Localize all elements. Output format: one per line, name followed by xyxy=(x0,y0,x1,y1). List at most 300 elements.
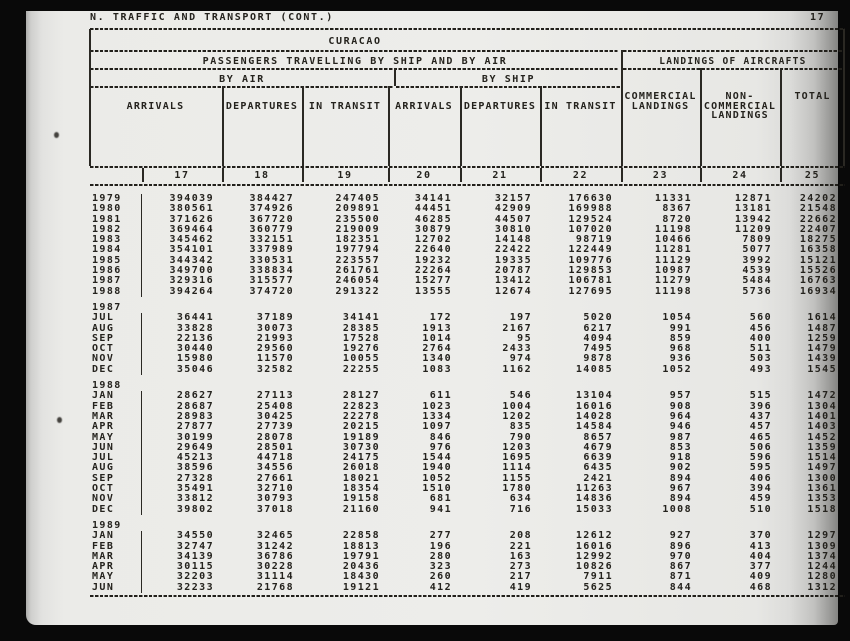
table-cell: 221 xyxy=(509,540,532,552)
table-cell: 4094 xyxy=(583,332,613,344)
table-cell: 19232 xyxy=(414,254,452,266)
column-header xyxy=(780,92,845,102)
table-row xyxy=(89,287,845,297)
table-cell: 510 xyxy=(749,503,772,515)
table-cell: 34550 xyxy=(176,530,214,542)
table-cell: 1497 xyxy=(807,462,837,474)
landings-section-title: LANDINGS OF AIRCRAFTS xyxy=(659,56,807,67)
table-cell: 291322 xyxy=(335,285,380,297)
table-cell: 419 xyxy=(509,581,532,593)
table-cell: 1913 xyxy=(422,322,452,334)
row-label: APR xyxy=(89,422,142,432)
column-header xyxy=(89,102,222,112)
table-cell: 437 xyxy=(749,410,772,422)
table-cell: 18813 xyxy=(342,540,380,552)
table-cell: 16358 xyxy=(799,244,837,256)
vertical-rule xyxy=(89,68,91,86)
table-cell: 790 xyxy=(509,431,532,443)
table-cell: 12871 xyxy=(734,193,772,204)
table-cell: 127695 xyxy=(568,285,613,297)
table-cell: 400 xyxy=(749,332,772,344)
row-label: AUG xyxy=(89,324,142,334)
table-cell: 957 xyxy=(669,390,692,402)
table-cell: 370 xyxy=(749,530,772,542)
table-cell: 380561 xyxy=(169,203,214,215)
table-cell: 1203 xyxy=(502,441,532,453)
table-cell: 946 xyxy=(669,421,692,433)
table-cell: 163 xyxy=(509,550,532,562)
table-cell: 32203 xyxy=(176,571,214,583)
vertical-rule xyxy=(621,68,623,86)
dashed-rule xyxy=(90,50,619,52)
by-ship-label: BY SHIP xyxy=(481,74,536,85)
vertical-rule xyxy=(700,68,702,86)
table-cell: 506 xyxy=(749,441,772,453)
vertical-rule xyxy=(621,50,623,68)
table-cell: 11209 xyxy=(734,223,772,235)
vertical-rule xyxy=(302,86,304,166)
column-number: 24 xyxy=(732,170,748,181)
table-cell: 29649 xyxy=(176,441,214,453)
table-cell: 1940 xyxy=(422,462,452,474)
table-cell: 32582 xyxy=(256,363,294,375)
table-row xyxy=(89,422,845,432)
table-cell: 19791 xyxy=(342,550,380,562)
table-cell: 28983 xyxy=(176,410,214,422)
vertical-rule xyxy=(780,68,782,86)
table-cell: 377 xyxy=(749,561,772,573)
table-cell: 974 xyxy=(509,353,532,365)
table-cell: 37018 xyxy=(256,503,294,515)
table-cell: 30879 xyxy=(414,223,452,235)
table-cell: 596 xyxy=(749,452,772,464)
row-label: DEC xyxy=(89,365,142,375)
table-cell: 1334 xyxy=(422,410,452,422)
table-cell: 964 xyxy=(669,410,692,422)
table-cell: 27877 xyxy=(176,421,214,433)
table-cell: 1472 xyxy=(807,390,837,402)
table-cell: 315577 xyxy=(249,275,294,287)
table-cell: 394039 xyxy=(169,193,214,204)
column-header-line: IN TRANSIT xyxy=(544,100,617,112)
column-header xyxy=(540,102,621,112)
table-cell: 991 xyxy=(669,322,692,334)
table-cell: 409 xyxy=(749,571,772,583)
vertical-rule xyxy=(89,29,91,50)
table-cell: 1023 xyxy=(422,400,452,412)
table-cell: 8720 xyxy=(662,213,692,225)
table-cell: 465 xyxy=(749,431,772,443)
table-cell: 716 xyxy=(509,503,532,515)
dashed-rule xyxy=(90,86,394,88)
table-cell: 457 xyxy=(749,421,772,433)
table-cell: 22407 xyxy=(799,223,837,235)
table-row xyxy=(89,365,845,375)
column-number: 23 xyxy=(652,170,669,181)
table-cell: 1052 xyxy=(662,363,692,375)
table-cell: 7911 xyxy=(583,571,613,583)
table-cell: 32465 xyxy=(256,530,294,542)
table-body xyxy=(89,194,845,593)
table-cell: 5484 xyxy=(742,275,772,287)
table-cell: 30810 xyxy=(494,223,532,235)
vertical-rule xyxy=(394,68,396,86)
table-cell: 260 xyxy=(429,571,452,583)
table-cell: 223557 xyxy=(335,254,380,266)
table-cell: 2421 xyxy=(583,472,613,484)
table-cell: 29560 xyxy=(256,343,294,355)
table-cell: 28127 xyxy=(342,390,380,402)
table-cell: 182351 xyxy=(335,234,380,246)
vertical-rule xyxy=(89,86,91,166)
table-cell: 106781 xyxy=(568,275,613,287)
table-cell: 1514 xyxy=(807,452,837,464)
table-cell: 374926 xyxy=(249,203,294,215)
table-cell: 196 xyxy=(429,540,452,552)
table-cell: 1004 xyxy=(502,400,532,412)
region-title: CURACAO xyxy=(328,36,382,47)
table-cell: 15526 xyxy=(799,265,837,277)
row-label: JUN xyxy=(89,583,142,593)
table-cell: 33812 xyxy=(176,493,214,505)
table-cell: 21768 xyxy=(256,581,294,593)
table-cell: 1297 xyxy=(807,530,837,542)
table-cell: 176630 xyxy=(568,193,613,204)
table-cell: 894 xyxy=(669,472,692,484)
table-cell: 1300 xyxy=(807,472,837,484)
row-label: JUN xyxy=(89,443,142,453)
table-cell: 277 xyxy=(429,530,452,542)
table-cell: 30793 xyxy=(256,493,294,505)
column-header xyxy=(460,102,540,112)
table-cell: 7809 xyxy=(742,234,772,246)
row-label: OCT xyxy=(89,344,142,354)
table-cell: 374720 xyxy=(249,285,294,297)
table-cell: 31242 xyxy=(256,540,294,552)
table-cell: 12992 xyxy=(575,550,613,562)
table-cell: 1439 xyxy=(807,353,837,365)
table-cell: 30440 xyxy=(176,343,214,355)
table-cell: 345462 xyxy=(169,234,214,246)
table-cell: 129524 xyxy=(568,213,613,225)
column-number: 17 xyxy=(174,170,190,181)
row-group-label: 1988 xyxy=(92,380,122,392)
table-cell: 1244 xyxy=(807,561,837,573)
passengers-section-title: PASSENGERS TRAVELLING BY SHIP AND BY AIR xyxy=(202,56,508,67)
table-cell: 1374 xyxy=(807,550,837,562)
table-cell: 2167 xyxy=(502,322,532,334)
column-number: 25 xyxy=(804,170,821,181)
table-cell: 13942 xyxy=(734,213,772,225)
table-cell: 5077 xyxy=(742,244,772,256)
column-header-line: IN TRANSIT xyxy=(308,100,382,112)
row-label: NOV xyxy=(89,354,142,364)
table-cell: 2433 xyxy=(502,343,532,355)
table-cell: 219009 xyxy=(335,223,380,235)
column-header-line: NON- xyxy=(725,91,755,102)
table-cell: 970 xyxy=(669,550,692,562)
table-cell: 34139 xyxy=(176,550,214,562)
table-row xyxy=(89,505,845,515)
table-cell: 459 xyxy=(749,493,772,505)
table-cell: 15277 xyxy=(414,275,452,287)
table-cell: 515 xyxy=(749,390,772,402)
table-cell: 1202 xyxy=(502,410,532,422)
row-label: OCT xyxy=(89,484,142,494)
table-cell: 30425 xyxy=(256,410,294,422)
table-cell: 261761 xyxy=(335,265,380,277)
table-cell: 19121 xyxy=(342,581,380,593)
dashed-rule xyxy=(90,595,845,597)
row-group-label: 1989 xyxy=(92,519,122,531)
table-cell: 10466 xyxy=(654,234,692,246)
table-cell: 28627 xyxy=(176,390,214,402)
table-cell: 28078 xyxy=(256,431,294,443)
table-cell: 1361 xyxy=(807,483,837,495)
table-cell: 360779 xyxy=(249,223,294,235)
table-cell: 11198 xyxy=(654,223,692,235)
table-cell: 46285 xyxy=(414,213,452,225)
table-cell: 8367 xyxy=(662,203,692,215)
table-cell: 21548 xyxy=(799,203,837,215)
table-cell: 45213 xyxy=(176,452,214,464)
table-cell: 10987 xyxy=(654,265,692,277)
table-cell: 681 xyxy=(429,493,452,505)
table-cell: 27113 xyxy=(256,390,294,402)
table-cell: 3992 xyxy=(742,254,772,266)
table-cell: 44507 xyxy=(494,213,532,225)
table-cell: 28385 xyxy=(342,322,380,334)
page-title: N. TRAFFIC AND TRANSPORT (CONT.) xyxy=(90,12,334,23)
table-cell: 197794 xyxy=(335,244,380,256)
dashed-rule xyxy=(623,68,845,70)
table-cell: 896 xyxy=(669,540,692,552)
row-label: 1982 xyxy=(89,225,142,235)
table-cell: 853 xyxy=(669,441,692,453)
table-cell: 1312 xyxy=(807,581,837,593)
table-cell: 95 xyxy=(517,332,532,344)
row-label: JAN xyxy=(89,531,142,541)
table-cell: 30073 xyxy=(256,322,294,334)
vertical-rule xyxy=(843,68,845,86)
table-cell: 13555 xyxy=(414,285,452,297)
table-cell: 1162 xyxy=(502,363,532,375)
table-cell: 11281 xyxy=(654,244,692,256)
dashed-rule xyxy=(396,86,621,88)
table-cell: 1353 xyxy=(807,493,837,505)
binding-hole xyxy=(57,417,62,423)
table-cell: 846 xyxy=(429,431,452,443)
dashed-rule xyxy=(90,68,619,70)
table-cell: 22422 xyxy=(494,244,532,256)
table-cell: 18275 xyxy=(799,234,837,246)
table-cell: 859 xyxy=(669,332,692,344)
table-cell: 406 xyxy=(749,472,772,484)
table-cell: 941 xyxy=(429,503,452,515)
table-cell: 25408 xyxy=(256,400,294,412)
table-cell: 4679 xyxy=(583,441,613,453)
row-label: 1985 xyxy=(89,256,142,266)
vertical-rule xyxy=(843,50,845,68)
row-label: MAY xyxy=(89,572,142,582)
vertical-rule xyxy=(89,50,91,68)
table-cell: 371626 xyxy=(169,213,214,225)
table-cell: 217 xyxy=(509,571,532,583)
table-cell: 32233 xyxy=(176,581,214,593)
table-cell: 12674 xyxy=(494,285,532,297)
table-cell: 13412 xyxy=(494,275,532,287)
table-cell: 33828 xyxy=(176,322,214,334)
table-cell: 44718 xyxy=(256,452,294,464)
table-cell: 18354 xyxy=(342,483,380,495)
table-cell: 24175 xyxy=(342,452,380,464)
table-cell: 107020 xyxy=(568,223,613,235)
row-label: MAY xyxy=(89,433,142,443)
table-cell: 894 xyxy=(669,493,692,505)
table-cell: 34141 xyxy=(342,312,380,324)
table-cell: 129853 xyxy=(568,265,613,277)
table-cell: 2764 xyxy=(422,343,452,355)
table-cell: 22264 xyxy=(414,265,452,277)
table-cell: 546 xyxy=(509,390,532,402)
table-cell: 369464 xyxy=(169,223,214,235)
table-cell: 34556 xyxy=(256,462,294,474)
page-number: 17 xyxy=(810,12,826,23)
vertical-rule xyxy=(843,29,845,50)
table-cell: 1401 xyxy=(807,410,837,422)
column-header-line: DEPARTURES xyxy=(463,100,537,112)
table-cell: 19276 xyxy=(342,343,380,355)
table-cell: 6435 xyxy=(583,462,613,474)
table-cell: 20436 xyxy=(342,561,380,573)
table-cell: 30730 xyxy=(342,441,380,453)
table-cell: 15033 xyxy=(575,503,613,515)
table-cell: 330531 xyxy=(249,254,294,266)
table-cell: 503 xyxy=(749,353,772,365)
table-cell: 26018 xyxy=(342,462,380,474)
column-number: 20 xyxy=(416,170,432,181)
row-label: 1988 xyxy=(89,287,142,297)
row-label: 1984 xyxy=(89,245,142,255)
row-label: 1986 xyxy=(89,266,142,276)
row-label: JAN xyxy=(89,391,142,401)
table-cell: 835 xyxy=(509,421,532,433)
table-cell: 172 xyxy=(429,312,452,324)
table-cell: 19189 xyxy=(342,431,380,443)
table-cell: 5020 xyxy=(583,312,613,324)
table-cell: 27739 xyxy=(256,421,294,433)
table-cell: 329316 xyxy=(169,275,214,287)
table-cell: 13181 xyxy=(734,203,772,215)
table-cell: 4539 xyxy=(742,265,772,277)
table-cell: 10826 xyxy=(575,561,613,573)
table-cell: 30199 xyxy=(176,431,214,443)
table-cell: 1014 xyxy=(422,332,452,344)
column-header-line: COMMERCIAL xyxy=(703,100,777,112)
table-cell: 468 xyxy=(749,581,772,593)
table-cell: 1479 xyxy=(807,343,837,355)
table-cell: 21993 xyxy=(256,332,294,344)
table-cell: 15121 xyxy=(799,254,837,266)
vertical-rule xyxy=(388,86,390,166)
table-cell: 5736 xyxy=(742,285,772,297)
table-cell: 8657 xyxy=(583,431,613,443)
column-number: 19 xyxy=(337,170,353,181)
table-cell: 169988 xyxy=(568,203,613,215)
table-cell: 14028 xyxy=(575,410,613,422)
table-cell: 968 xyxy=(669,343,692,355)
column-header-line: ARRIVALS xyxy=(126,100,185,112)
row-label: MAR xyxy=(89,412,142,422)
table-cell: 122449 xyxy=(568,244,613,256)
table-cell: 30228 xyxy=(256,561,294,573)
table-cell: 20215 xyxy=(342,421,380,433)
table-cell: 208 xyxy=(509,530,532,542)
row-label: 1983 xyxy=(89,235,142,245)
row-label: SEP xyxy=(89,334,142,344)
table-cell: 42909 xyxy=(494,203,532,215)
table-cell: 1510 xyxy=(422,483,452,495)
column-header-line: DEPARTURES xyxy=(225,100,299,112)
column-header xyxy=(302,102,388,112)
table-cell: 967 xyxy=(669,483,692,495)
table-cell: 11198 xyxy=(654,285,692,297)
table-cell: 15980 xyxy=(176,353,214,365)
table-cell: 6217 xyxy=(583,322,613,334)
table-cell: 22136 xyxy=(176,332,214,344)
table-cell: 1309 xyxy=(807,540,837,552)
row-label: SEP xyxy=(89,474,142,484)
table-cell: 456 xyxy=(749,322,772,334)
dashed-rule xyxy=(90,184,845,186)
table-cell: 12612 xyxy=(575,530,613,542)
table-cell: 30115 xyxy=(176,561,214,573)
table-cell: 412 xyxy=(429,581,452,593)
table-cell: 22255 xyxy=(342,363,380,375)
table-cell: 22640 xyxy=(414,244,452,256)
table-cell: 13104 xyxy=(575,390,613,402)
column-header xyxy=(621,92,700,111)
table-cell: 28687 xyxy=(176,400,214,412)
table-cell: 1155 xyxy=(502,472,532,484)
table-row xyxy=(89,583,845,593)
row-label: FEB xyxy=(89,542,142,552)
table-cell: 98719 xyxy=(575,234,613,246)
row-label: 1987 xyxy=(89,276,142,286)
table-cell: 867 xyxy=(669,561,692,573)
table-cell: 32710 xyxy=(256,483,294,495)
table-cell: 31114 xyxy=(256,571,294,583)
table-cell: 1487 xyxy=(807,322,837,334)
table-row xyxy=(89,531,845,541)
table-cell: 16016 xyxy=(575,540,613,552)
table-cell: 1114 xyxy=(502,462,532,474)
table-cell: 38596 xyxy=(176,462,214,474)
row-label: FEB xyxy=(89,402,142,412)
table-cell: 1544 xyxy=(422,452,452,464)
table-cell: 595 xyxy=(749,462,772,474)
table-cell: 338834 xyxy=(249,265,294,277)
table-cell: 1280 xyxy=(807,571,837,583)
table-cell: 197 xyxy=(509,312,532,324)
column-header-line: LANDINGS xyxy=(711,110,769,121)
table-cell: 927 xyxy=(669,530,692,542)
dashed-rule xyxy=(90,28,845,30)
table-cell: 16763 xyxy=(799,275,837,287)
table-cell: 27661 xyxy=(256,472,294,484)
table-cell: 16016 xyxy=(575,400,613,412)
row-label: APR xyxy=(89,562,142,572)
